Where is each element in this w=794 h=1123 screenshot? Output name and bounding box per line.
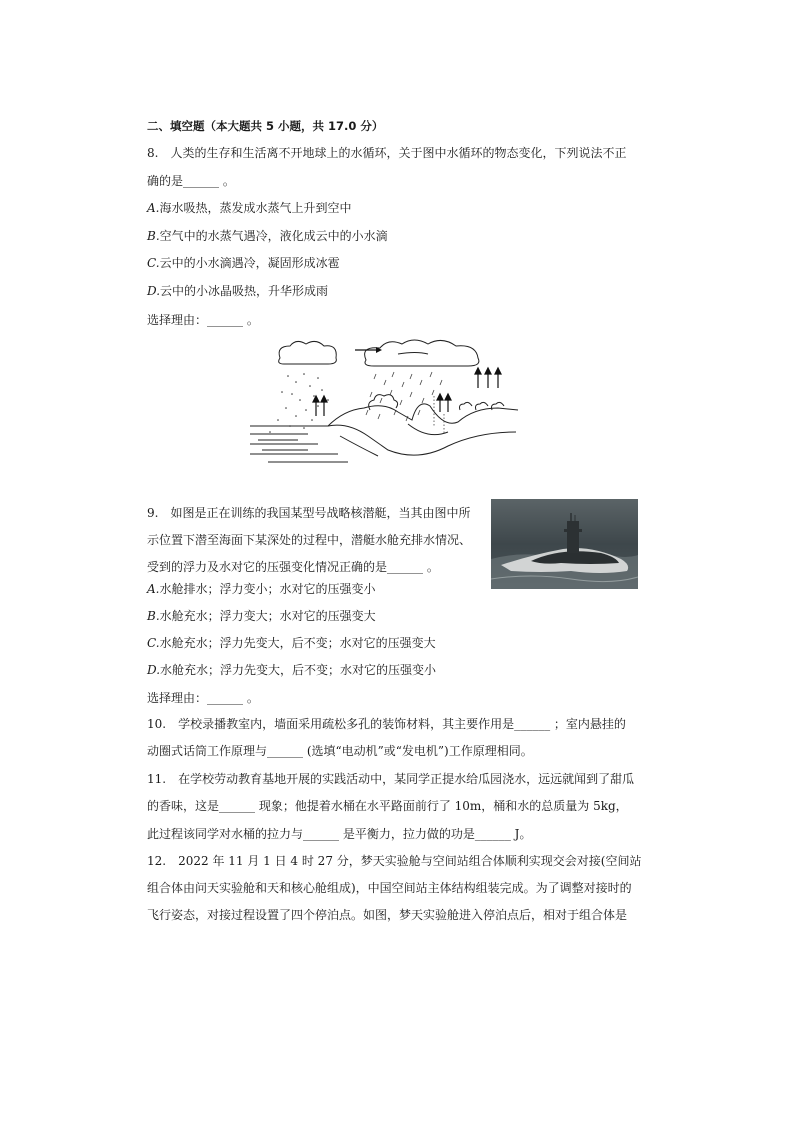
submarine-photo xyxy=(491,499,638,589)
q11-stem-line2: 的香味，这是______ 现象；他提着水桶在水平路面前行了 10m，桶和水的总质量为 5kg， xyxy=(147,799,628,813)
q9-stem-line3: 受到的浮力及水对它的压强变化情况正确的是______ 。 xyxy=(147,560,439,574)
q8-option-c: C.云中的小水滴遇冷，凝固形成冰雹 xyxy=(147,256,340,270)
q9-option-a: A.水舱排水；浮力变小；水对它的压强变小 xyxy=(147,582,376,596)
q8-option-a: A.海水吸热，蒸发成水蒸气上升到空中 xyxy=(147,201,352,215)
q9-option-c: C.水舱充水；浮力先变大，后不变；水对它的压强变大 xyxy=(147,636,436,650)
q9-stem-line1: 9. 如图是正在训练的我国某型号战略核潜艇，当其由图中所 xyxy=(147,506,471,520)
q11-stem-line1: 11. 在学校劳动教育基地开展的实践活动中，某同学正提水给瓜园浇水，远远就闻到了甜瓜 xyxy=(147,772,635,786)
q8-option-d: D.云中的小冰晶吸热，升华形成雨 xyxy=(147,284,329,298)
q9-option-d: D.水舱充水；浮力先变大，后不变；水对它的压强变小 xyxy=(147,663,437,677)
q8-reason: 选择理由：______ 。 xyxy=(147,313,259,327)
q8-stem-line2: 确的是______ 。 xyxy=(147,174,235,188)
q12-stem-line2: 组合体由问天实验舱和天和核心舱组成)，中国空间站主体结构组装完成。为了调整对接时的 xyxy=(147,881,632,895)
q9-reason: 选择理由：______ 。 xyxy=(147,691,259,705)
q12-stem-line1: 12. 2022 年 11 月 1 日 4 时 27 分，梦天实验舱与空间站组合体顺利实现交会对接(空间站 xyxy=(147,854,642,868)
q11-stem-line3: 此过程该同学对水桶的拉力与______ 是平衡力，拉力做的功是______ J。 xyxy=(147,827,532,841)
water-cycle-diagram xyxy=(248,336,520,468)
q10-stem-line1: 10. 学校录播教室内，墙面采用疏松多孔的装饰材料，其主要作用是______ ；室内悬挂的 xyxy=(147,717,626,731)
q10-stem-line2: 动圈式话筒工作原理与______ (选填“电动机”或“发电机”)工作原理相同。 xyxy=(147,744,533,758)
q12-stem-line3: 飞行姿态，对接过程设置了四个停泊点。如图，梦天实验舱进入停泊点后，相对于组合体是 xyxy=(147,908,628,922)
section-title: 二、填空题（本大题共 5 小题，共 17.0 分） xyxy=(147,119,384,133)
q8-option-b: B.空气中的水蒸气遇冷，液化成云中的小水滴 xyxy=(147,229,388,243)
q9-stem-line2: 示位置下潜至海面下某深处的过程中，潜艇水舱充排水情况、 xyxy=(147,533,472,547)
q8-stem-line1: 8. 人类的生存和生活离不开地球上的水循环，关于图中水循环的物态变化，下列说法不正 xyxy=(147,146,627,160)
q9-option-b: B.水舱充水；浮力变大；水对它的压强变大 xyxy=(147,609,376,623)
